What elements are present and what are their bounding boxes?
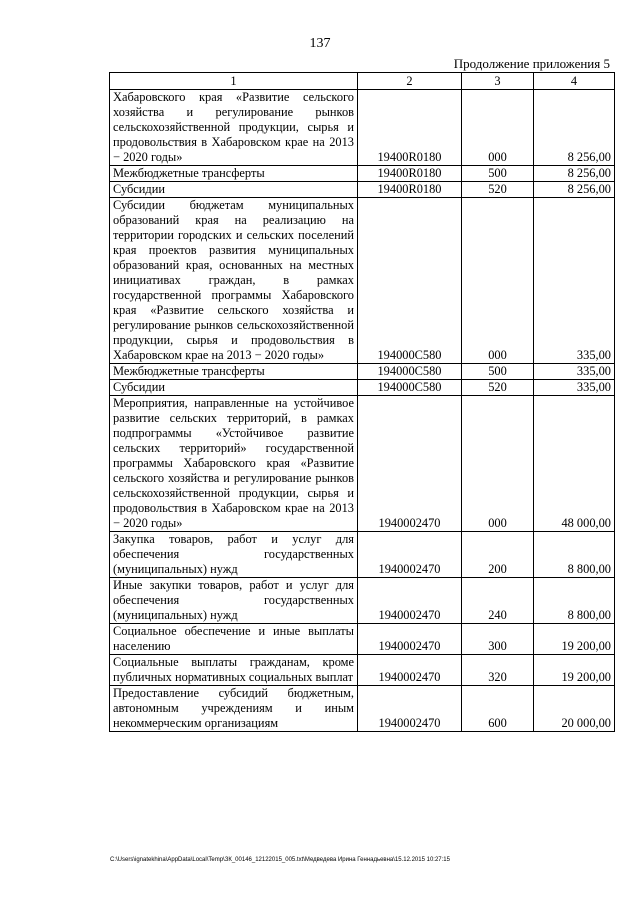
table-row <box>110 532 615 578</box>
row-name: Субсидии <box>110 380 358 396</box>
row-expense-type: 000 <box>462 198 534 364</box>
continuation-title: Продолжение приложения 5 <box>453 56 610 71</box>
row-amount: 19 200,00 <box>534 655 615 686</box>
table-header-row <box>110 73 615 90</box>
row-code: 194000С580 <box>358 198 462 364</box>
row-expense-type: 240 <box>462 578 534 624</box>
table-row <box>110 198 615 364</box>
row-amount: 8 800,00 <box>534 578 615 624</box>
row-expense-type: 600 <box>462 686 534 732</box>
row-name: Социальное обеспечение и иные выплаты населению <box>110 624 358 655</box>
row-code: 194000С580 <box>358 380 462 396</box>
row-code: 1940002470 <box>358 655 462 686</box>
row-code: 1940002470 <box>358 624 462 655</box>
row-name: Предоставление субсидий бюджетным, автономным учреждениям и иным некоммерческим организациям <box>110 686 358 732</box>
row-name: Субсидии <box>110 182 358 198</box>
table-row <box>110 655 615 686</box>
row-name: Межбюджетные трансферты <box>110 364 358 380</box>
table-row <box>110 182 615 198</box>
row-code: 19400R0180 <box>358 166 462 182</box>
row-name: Субсидии бюджетам муниципальных образований края на реализацию на территории городских и сельских поселений края проектов развития муниципальных образований края, основанных на местных инициативах граждан, в рамках государственной программы Хабаровского края «Развитие сельского хозяйства и регулирование рынков сельскохозяйственной продукции, сырья и продовольствия в Хабаровском крае на 2013 − 2020 годы» <box>110 198 358 364</box>
row-code: 1940002470 <box>358 532 462 578</box>
table-row <box>110 686 615 732</box>
row-amount: 19 200,00 <box>534 624 615 655</box>
row-name: Межбюджетные трансферты <box>110 166 358 182</box>
table-row <box>110 578 615 624</box>
table-row <box>110 624 615 655</box>
page-number: 137 <box>309 36 331 51</box>
row-expense-type: 200 <box>462 532 534 578</box>
row-expense-type: 000 <box>462 90 534 166</box>
file-path-footer: C:\Users\ignatekhina\AppData\Local\Temp\ЗК_00146_12122015_005.txt\Медведева Ирина Геннадьевна\15.12.2015 10:27:15 <box>110 857 450 863</box>
row-amount: 8 256,00 <box>534 90 615 166</box>
row-name: Иные закупки товаров, работ и услуг для обеспечения государственных (муниципальных) нужд <box>110 578 358 624</box>
row-expense-type: 000 <box>462 396 534 532</box>
row-code: 19400R0180 <box>358 182 462 198</box>
row-name: Социальные выплаты гражданам, кроме публичных нормативных социальных выплат <box>110 655 358 686</box>
row-amount: 335,00 <box>534 380 615 396</box>
row-code: 1940002470 <box>358 686 462 732</box>
table-row <box>110 166 615 182</box>
row-name: Хабаровского края «Развитие сельского хозяйства и регулирование рынков сельскохозяйственной продукции, сырья и продовольствия в Хабаровском крае на 2013 − 2020 годы» <box>110 90 358 166</box>
row-name: Закупка товаров, работ и услуг для обеспечения государственных (муниципальных) нужд <box>110 532 358 578</box>
table-row <box>110 380 615 396</box>
row-expense-type: 500 <box>462 364 534 380</box>
row-code: 194000С580 <box>358 364 462 380</box>
row-expense-type: 520 <box>462 182 534 198</box>
row-code: 1940002470 <box>358 578 462 624</box>
table-row <box>110 364 615 380</box>
column-header: 2 <box>358 73 462 90</box>
row-code: 1940002470 <box>358 396 462 532</box>
row-expense-type: 520 <box>462 380 534 396</box>
budget-table <box>109 72 615 732</box>
column-header: 1 <box>110 73 358 90</box>
row-expense-type: 500 <box>462 166 534 182</box>
row-amount: 335,00 <box>534 364 615 380</box>
row-amount: 48 000,00 <box>534 396 615 532</box>
row-amount: 20 000,00 <box>534 686 615 732</box>
table-row <box>110 90 615 166</box>
row-amount: 8 800,00 <box>534 532 615 578</box>
row-amount: 8 256,00 <box>534 166 615 182</box>
row-amount: 335,00 <box>534 198 615 364</box>
row-name: Мероприятия, направленные на устойчивое развитие сельских территорий, в рамках подпрограммы «Устойчивое развитие сельских территорий» государственной программы Хабаровского края «Развитие сельского хозяйства и регулирование рынков сельскохозяйственной продукции, сырья и продовольствия в Хабаровском крае на 2013 − 2020 годы» <box>110 396 358 532</box>
row-amount: 8 256,00 <box>534 182 615 198</box>
column-header: 4 <box>534 73 615 90</box>
column-header: 3 <box>462 73 534 90</box>
row-code: 19400R0180 <box>358 90 462 166</box>
row-expense-type: 320 <box>462 655 534 686</box>
row-expense-type: 300 <box>462 624 534 655</box>
table-row <box>110 396 615 532</box>
